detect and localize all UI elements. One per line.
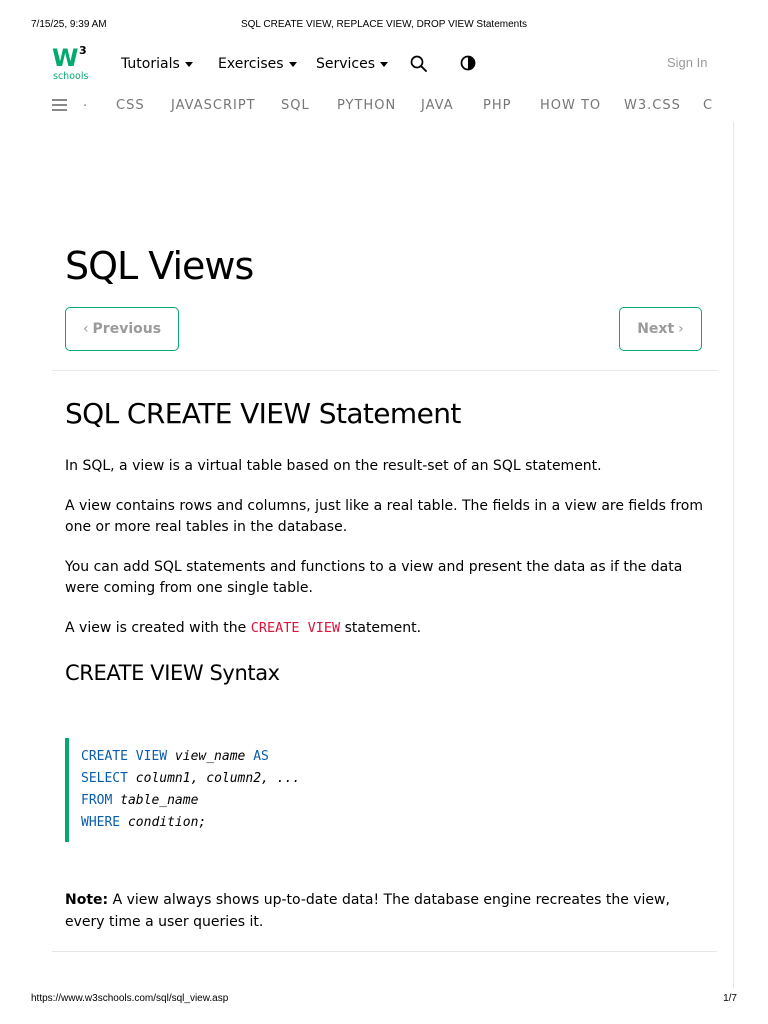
- chevron-right-icon: ›: [678, 321, 684, 337]
- page-right-border: [733, 122, 734, 988]
- previous-button-label: Previous: [92, 321, 162, 337]
- search-icon[interactable]: [409, 54, 429, 74]
- print-title: SQL CREATE VIEW, REPLACE VIEW, DROP VIEW Statements: [240, 19, 527, 30]
- subnav-item-java[interactable]: JAVA: [421, 98, 454, 113]
- paragraph-intro: In SQL, a view is a virtual table based on the result-set of an SQL statement.: [65, 458, 602, 474]
- nav-tutorials-label: Tutorials: [121, 56, 180, 72]
- top-nav: [0, 42, 768, 86]
- subnav-item-php[interactable]: PHP: [483, 98, 512, 113]
- print-url: https://www.w3schools.com/sql/sql_view.asp: [31, 993, 229, 1004]
- page-title: SQL Views: [65, 244, 254, 288]
- sub-nav: [0, 92, 740, 120]
- paragraph-functions: You can add SQL statements and functions to a view and present the data as if the data were coming from one single table.: [65, 559, 683, 596]
- w3schools-logo[interactable]: [52, 42, 92, 82]
- subnav-item-w3css[interactable]: W3.CSS: [624, 98, 681, 113]
- note-text: A view always shows up-to-date data! The database engine recreates the view, every time a user queries it.: [65, 892, 670, 930]
- nav-exercises-label: Exercises: [218, 56, 284, 72]
- contrast-toggle-icon[interactable]: [458, 54, 478, 74]
- chevron-left-icon: ‹: [82, 321, 89, 337]
- print-date: 7/15/25, 9:39 AM: [31, 19, 107, 30]
- next-button-label: Next: [637, 321, 675, 337]
- nav-tutorials[interactable]: [121, 56, 193, 72]
- p4-after: statement.: [340, 620, 422, 636]
- sign-in-link[interactable]: Sign In: [667, 55, 708, 70]
- logo-sub: schools: [53, 71, 89, 82]
- p4-before: A view is created with the: [65, 620, 251, 636]
- subnav-item-javascript[interactable]: JAVASCRIPT: [171, 98, 256, 113]
- code-example: [65, 738, 365, 842]
- code-line-4: WHERE condition;: [81, 815, 207, 830]
- note-label: Note:: [65, 892, 109, 908]
- subnav-item-sql[interactable]: SQL: [281, 98, 310, 113]
- section-title: SQL CREATE VIEW Statement: [65, 397, 461, 430]
- subnav-item-partial[interactable]: .: [83, 95, 88, 110]
- paragraph-rows-columns: A view contains rows and columns, just like a real table. The fields in a view are fields from one or more real tables in the database.: [65, 498, 703, 535]
- caret-down-icon: [185, 62, 193, 67]
- logo-main: W: [52, 44, 79, 72]
- note-paragraph: [65, 889, 705, 933]
- nav-exercises[interactable]: [218, 56, 297, 72]
- print-page-number: 1/7: [723, 993, 737, 1004]
- logo-sup: 3: [79, 44, 87, 57]
- code-line-3: FROM table_name: [81, 793, 199, 808]
- subnav-item-c[interactable]: C: [703, 98, 714, 113]
- caret-down-icon: [289, 62, 297, 67]
- previous-button[interactable]: [65, 307, 179, 351]
- hamburger-menu-icon[interactable]: [52, 99, 67, 112]
- divider: [52, 370, 717, 371]
- paragraph-create-view: [65, 618, 705, 639]
- subnav-item-how-to[interactable]: HOW TO: [540, 98, 602, 113]
- caret-down-icon: [380, 62, 388, 67]
- syntax-title: CREATE VIEW Syntax: [65, 661, 280, 685]
- print-header: [0, 19, 768, 33]
- subnav-item-css[interactable]: CSS: [116, 98, 145, 113]
- print-footer: [0, 993, 768, 1007]
- subnav-item-python[interactable]: PYTHON: [337, 98, 397, 113]
- divider-bottom: [52, 951, 717, 952]
- nav-services[interactable]: [316, 56, 388, 72]
- code-line-2: SELECT column1, column2, ...: [81, 771, 301, 786]
- code-line-1: CREATE VIEW view_name AS: [81, 749, 269, 764]
- inline-code-create-view: CREATE VIEW: [250, 620, 341, 636]
- nav-services-label: Services: [316, 56, 376, 72]
- next-button[interactable]: [619, 307, 702, 351]
